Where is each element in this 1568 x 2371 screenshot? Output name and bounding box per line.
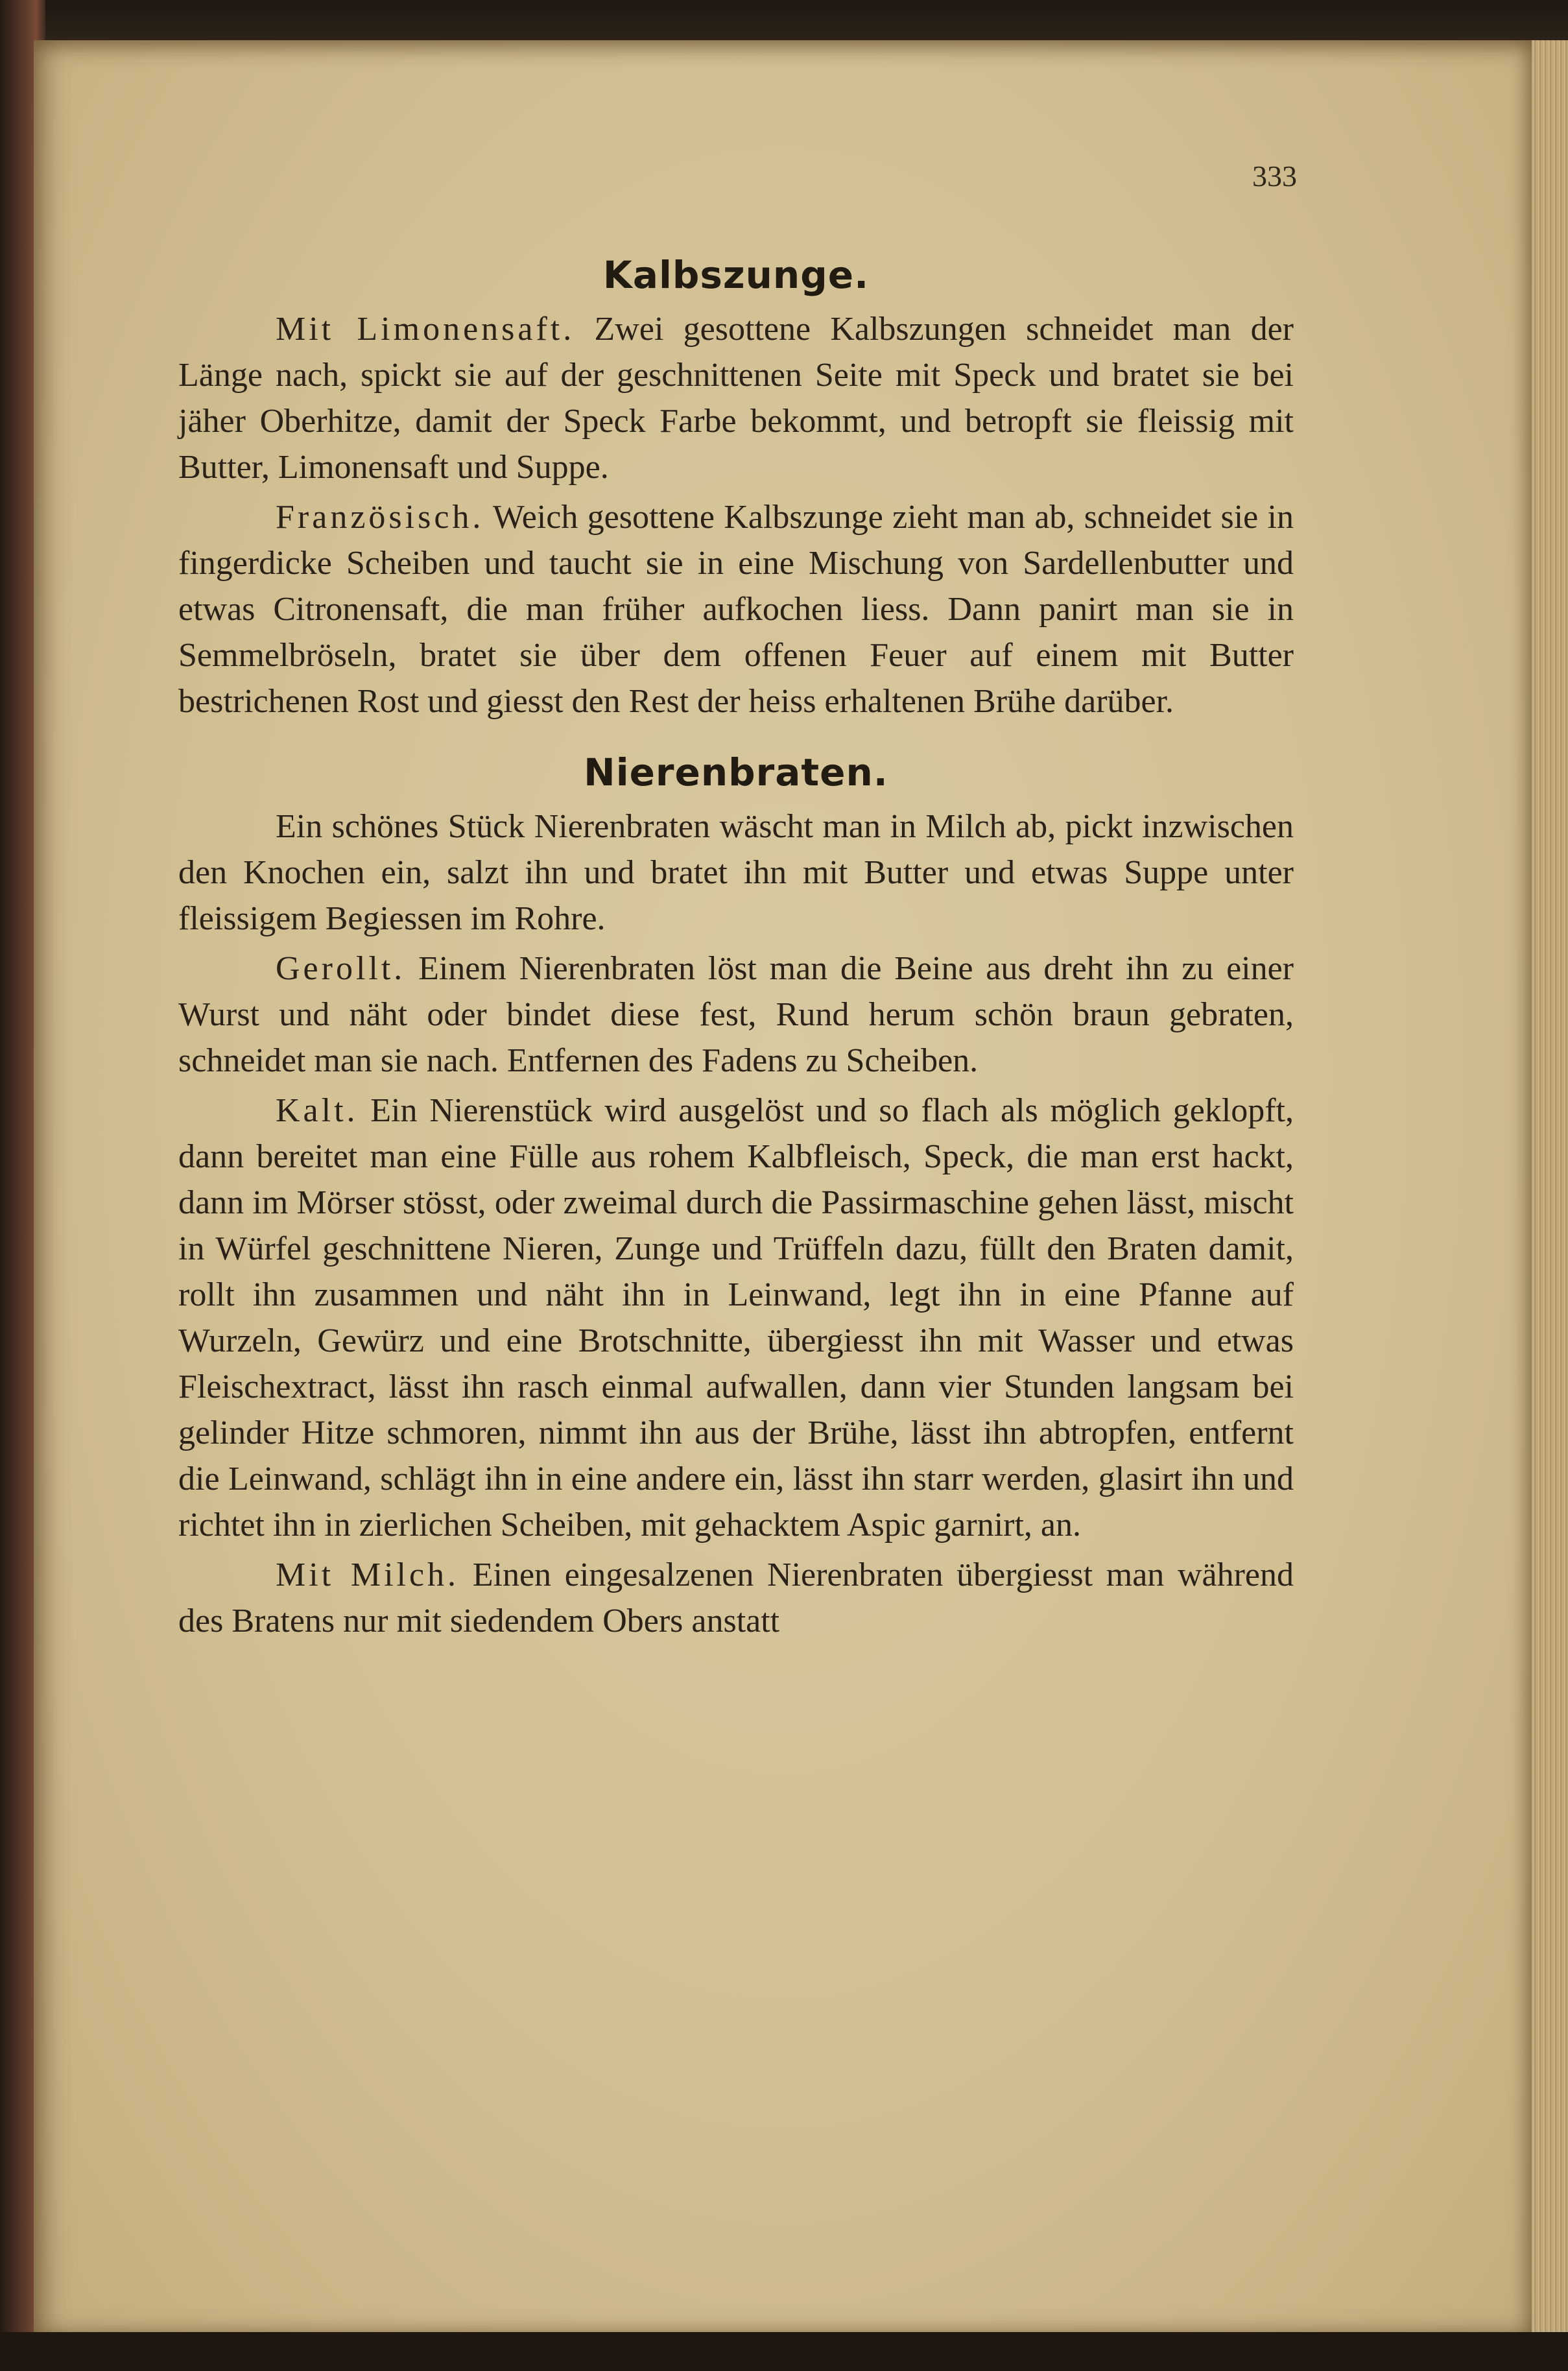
page-content — [178, 149, 1294, 1648]
section-heading-nierenbraten: Nierenbraten. — [584, 750, 888, 794]
recipe-paragraph — [178, 1088, 1294, 1548]
recipe-variant-label: Kalt. — [276, 1092, 359, 1129]
book-cover-bottom — [0, 2332, 1568, 2371]
recipe-variant-label: Gerollt. — [276, 950, 406, 987]
book-cover-top — [0, 0, 1568, 45]
recipe-text: Ein Nierenstück wird ausgelöst und so flach als möglich geklopft, dann bereitet man eine Fülle aus rohem Kalbfleisch, Speck, die man erst hackt, dann im Mörser stösst, oder zweimal durch die Passirmaschine gehen lässt, mischt in Würfel geschnittene Nieren, Zunge und Trüffeln dazu, füllt den Braten damit, rollt ihn zusammen und näht ihn in Leinwand, legt ihn in eine Pfanne auf Wurzeln, Gewürz und eine Brotschnitte, übergiesst ihn mit Wasser und etwas Fleischextract, lässt ihn rasch einmal aufwallen, dann vier Stunden langsam bei gelinder Hitze schmoren, nimmt ihn aus der Brühe, lässt ihn abtropfen, entfernt die Leinwand, schlägt ihn in eine andere ein, lässt ihn starr werden, glasirt ihn und richtet ihn in zierlichen Scheiben, mit gehacktem Aspic garnirt, an. — [178, 1092, 1294, 1543]
recipe-variant-label: Mit Milch. — [276, 1556, 460, 1593]
recipe-text: Weich gesottene Kalbszunge zieht man ab, schneidet sie in fingerdicke Scheiben und taucht sie in eine Mischung von Sardellenbutter und etwas Citronensaft, die man früher aufkochen liess. Dann panirt man sie in Semmelbröseln, bratet sie über dem offenen Feuer auf einem mit Butter bestrichenen Rost und giesst den Rest der heiss erhaltenen Brühe darüber. — [178, 499, 1294, 720]
recipe-paragraph — [178, 946, 1294, 1084]
recipe-text: Zwei gesottene Kalbszungen schneidet man der Länge nach, spickt sie auf der geschnittenen Seite mit Speck und bratet sie bei jäher Oberhitze, damit der Speck Farbe bekommt, und betropft sie fleissig mit Butter, Limonensaft und Suppe. — [178, 311, 1294, 486]
recipe-paragraph — [178, 306, 1294, 490]
section-heading-kalbszunge: Kalbszunge. — [602, 253, 870, 297]
page-number: 333 — [1252, 160, 1297, 193]
page-edges — [1532, 40, 1568, 2336]
recipe-variant-label: Französisch. — [276, 499, 484, 536]
recipe-text: Ein schönes Stück Nierenbraten wäscht man in Milch ab, pickt inzwischen den Knochen ein, salzt ihn und bratet ihn mit Butter und etwas Suppe unter fleissigem Begiessen im Rohre. — [178, 808, 1294, 937]
recipe-text: Einem Nierenbraten löst man die Beine aus dreht ihn zu einer Wurst und näht oder bindet diese fest, Rund herum schön braun gebraten, schneidet man sie nach. Entfernen des Fadens zu Scheiben. — [178, 950, 1294, 1079]
recipe-paragraph — [178, 1552, 1294, 1644]
recipe-paragraph — [178, 804, 1294, 942]
recipe-text: Einen eingesalzenen Nierenbraten übergiesst man während des Bratens nur mit siedendem Obers anstatt — [178, 1556, 1294, 1639]
recipe-variant-label: Mit Limonensaft. — [276, 311, 575, 348]
recipe-paragraph — [178, 494, 1294, 724]
